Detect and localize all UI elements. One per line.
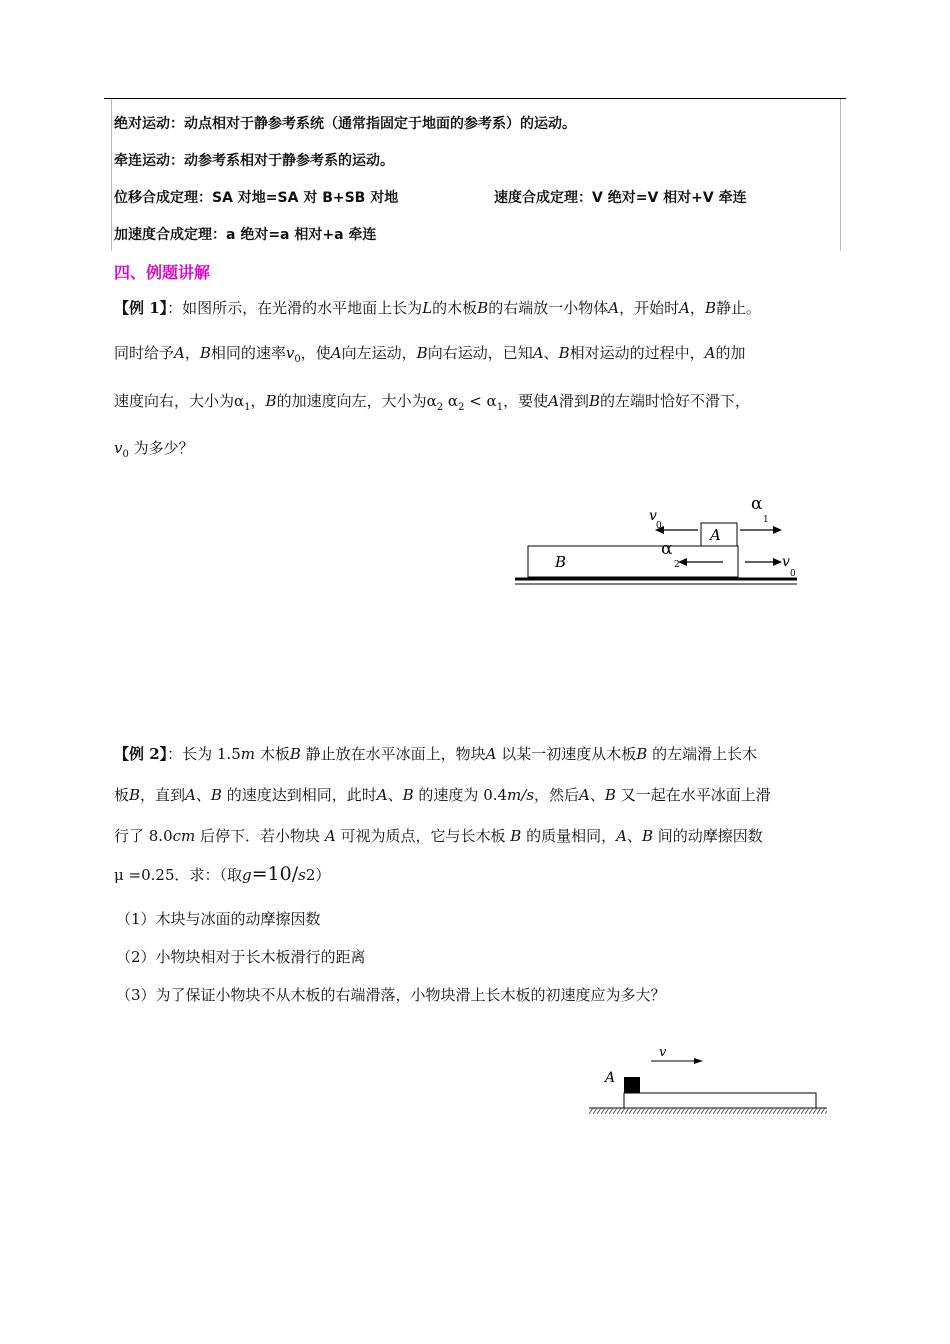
fig1-a2-sub: 2 [674,560,680,570]
def-transport-motion: 牵连运动：动参考系相对于静参考系的运动。 [114,153,394,169]
ex2-line-1: 【例 2】：长为 1.5m 木板B 静止放在水平冰面上，物块A 以某一初速度从木板B 的左端滑上长木 [114,745,758,763]
fig1-v0-top: v [649,508,657,524]
v0-right-arrow-head [773,558,782,566]
ice-hatch [589,1108,827,1114]
velocity-arrow-head [694,1058,703,1064]
figure-2-diagram [585,1042,835,1120]
def-acceleration-theorem: 加速度合成定理：a 绝对=a 相对+a 牵连 [114,227,377,243]
ex2-label: 【例 2】 [114,745,168,763]
a1-right-arrow-head [773,526,782,534]
fig2-label-a: A [605,1070,616,1086]
ex2-question-2: （2）小物块相对于长木板滑行的距离 [116,948,366,966]
long-board [624,1093,816,1108]
figure-1-diagram [505,490,815,595]
ex2-question-1: （1）木块与冰面的动摩擦因数 [116,910,321,928]
fig1-a1-symbol: α [751,494,763,514]
ex2-line-2: 板B，直到A、B 的速度达到相同，此时A、B 的速度为 0.4m/s，然后A、B 又一起在水平冰面上滑 [114,786,771,804]
fig1-a1-sub: 1 [763,515,769,525]
ex1-line-4: $v_0$ 为多少？ [114,439,194,460]
section-title: 四、例题讲解 [114,263,211,282]
ex1-line-3: 速度向右，大小为$\alpha_1$，B的加速度向左，大小为$\alpha_2$ $\alpha_2 < \alpha_1$，要使A滑到B的左端时恰好不滑下， [114,392,750,413]
ex1-line-1: 【例 1】：如图所示，在光滑的水平地面上长为L的木板B的右端放一小物体A，开始时A，B静止。 [114,299,761,317]
ex1-label: 【例 1】 [114,299,168,317]
block-a [624,1077,640,1093]
ex2-line-4: μ =0.25．求：（取g=10/s2） [114,863,331,885]
ex2-line-3: 行了 8.0cm 后停下．若小物块 A 可视为质点，它与长木板 B 的质量相同，A、B 间的动摩擦因数 [114,827,763,845]
fig1-v0-top-sub: 0 [656,521,662,531]
def-velocity-theorem: 速度合成定理：V 绝对=V 相对+V 牵连 [494,190,747,206]
ex1-line-2: 同时给予A，B相同的速率$v_0$，使A向左运动，B向右运动，已知A、B相对运动的过程中，A的加 [114,344,746,365]
fig1-label-b: B [555,553,567,571]
fig1-label-a: A [710,526,721,544]
fig1-a2-symbol: α [661,539,673,559]
fig2-label-v: v [659,1045,667,1060]
def-absolute-motion: 绝对运动：动点相对于静参考系统（通常指固定于地面的参考系）的运动。 [114,116,576,132]
ex2-question-3: （3）为了保证小物块不从木板的右端滑落，小物块滑上长木板的初速度应为多大？ [116,986,666,1004]
def-displacement-theorem: 位移合成定理：SA 对地=SA 对 B+SB 对地 [114,190,399,206]
fig1-v0-right: v [782,554,790,570]
fig1-v0-right-sub: 0 [790,569,796,579]
